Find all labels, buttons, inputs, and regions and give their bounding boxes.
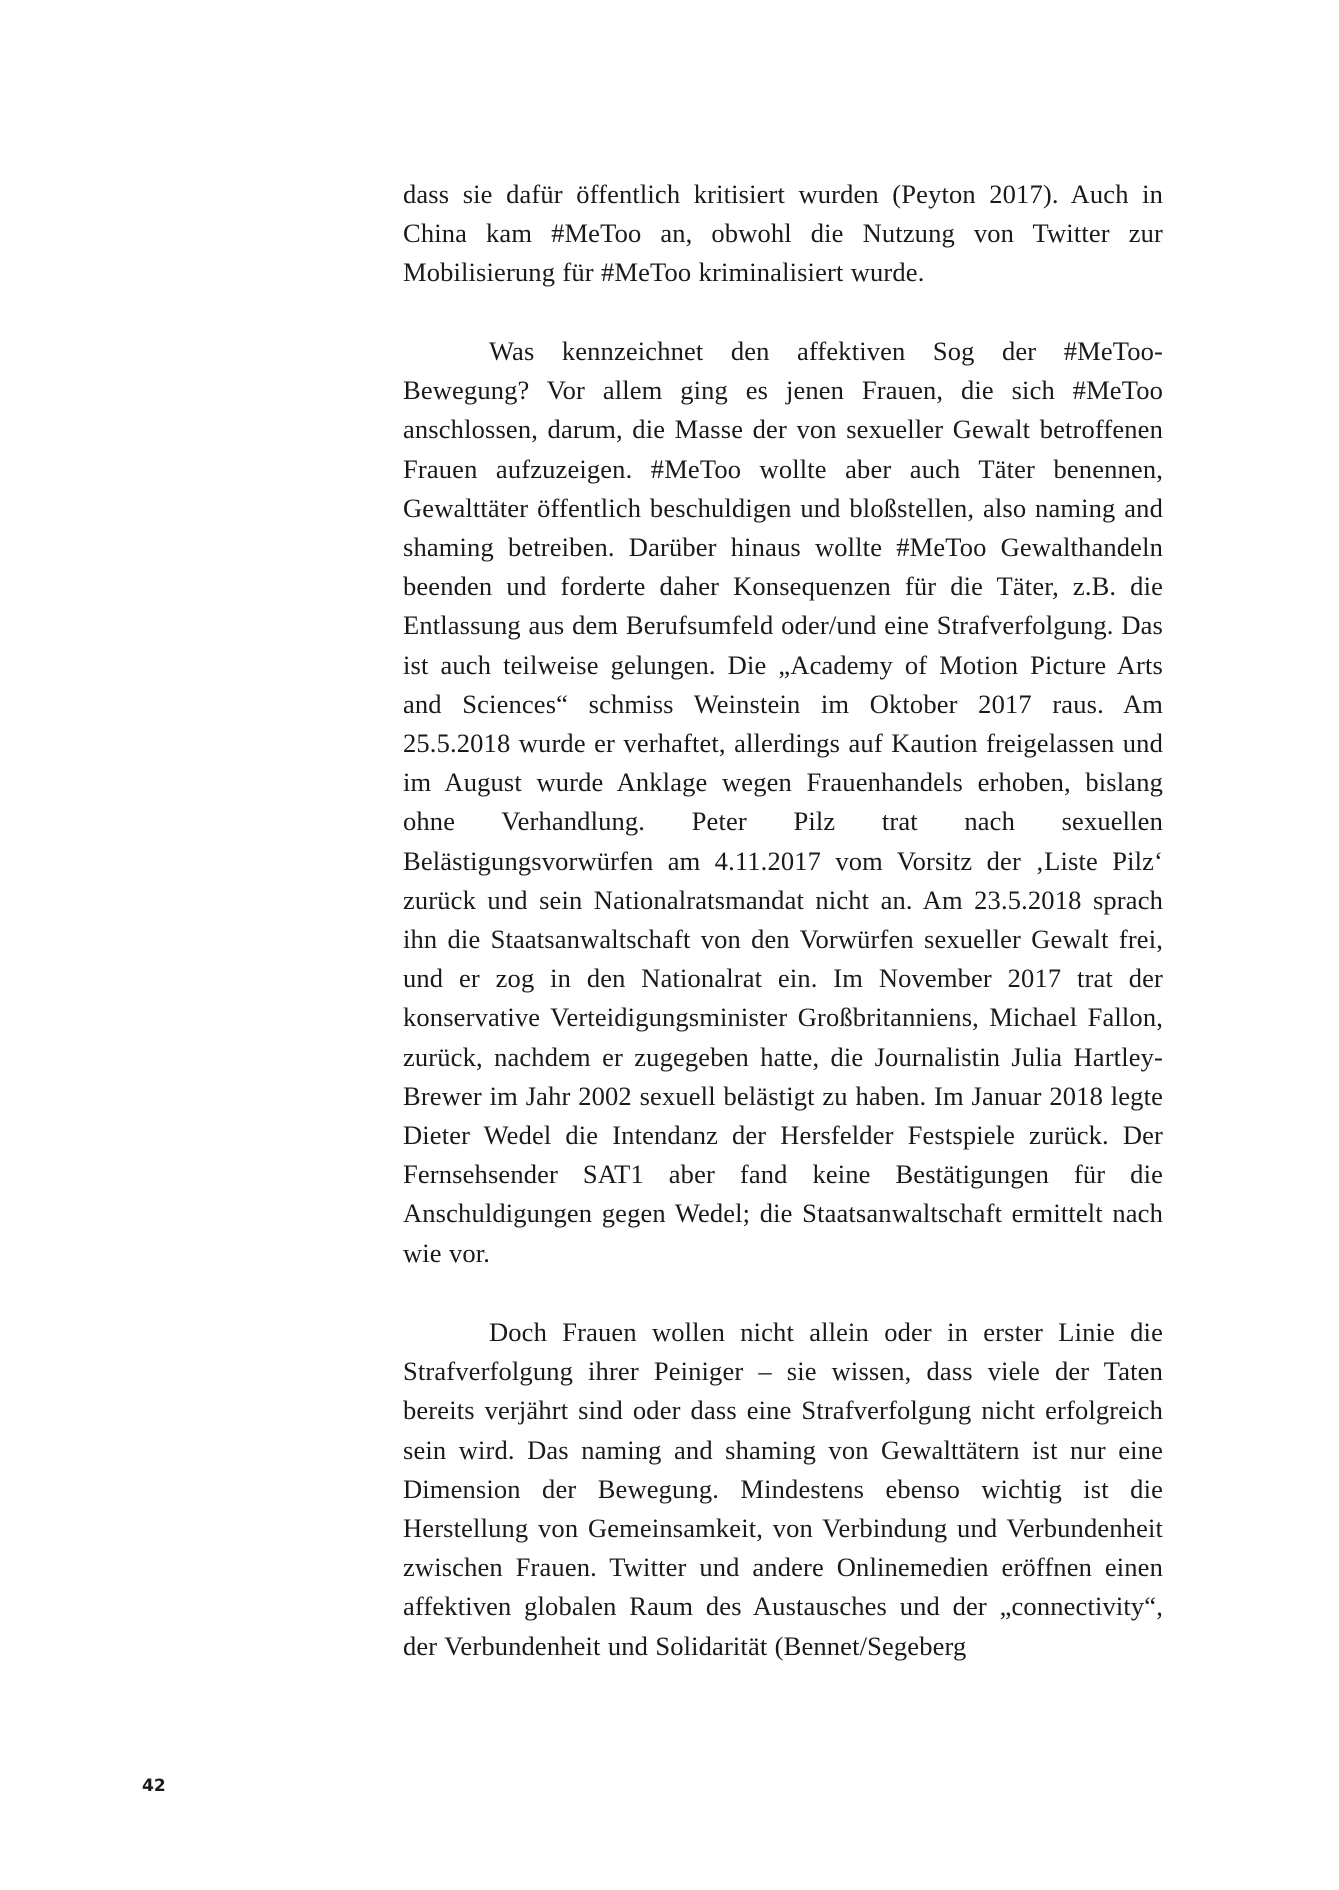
page-number: 42 [142, 1776, 166, 1796]
body-paragraph: Was kennzeichnet den affektiven Sog der #MeToo-Bewegung? Vor allem ging es jenen Frauen, die sich #MeToo anschlossen, darum, die Masse der von sexueller Gewalt betroffenen Frauen aufzuzeigen. #MeToo wollte aber auch Täter benennen, Gewalttäter öffentlich beschuldigen und bloßstellen, also naming and shaming betreiben. Darüber hinaus wollte #MeToo Gewalthandeln beenden und forderte daher Konsequenzen für die Täter, z.B. die Entlassung aus dem Berufsumfeld oder/und eine Strafverfolgung. Das ist auch teilweise gelungen. Die „Academy of Motion Picture Arts and Sciences“ schmiss Weinstein im Oktober 2017 raus. Am 25.5.2018 wurde er verhaftet, allerdings auf Kaution freigelassen und im August wurde Anklage wegen Frauenhandels erhoben, bislang ohne Verhandlung. Peter Pilz trat nach sexuellen Belästigungsvorwürfen am 4.11.2017 vom Vorsitz der ‚Liste Pilz‘ zurück und sein Nationalratsmandat nicht an. Am 23.5.2018 sprach ihn die Staatsanwaltschaft von den Vorwürfen sexueller Gewalt frei, und er zog in den Nationalrat ein. Im November 2017 trat der konservative Verteidigungsminister Großbritanniens, Michael Fallon, zurück, nachdem er zugegeben hatte, die Journalistin Julia Hartley-Brewer im Jahr 2002 sexuell belästigt zu haben. Im Januar 2018 legte Dieter Wedel die Intendanz der Hersfelder Festspiele zurück. Der Fernsehsender SAT1 aber fand keine Bestätigungen für die Anschuldigungen gegen Wedel; die Staatsanwaltschaft ermittelt nach wie vor. [403, 336, 1163, 1268]
paragraph-connectivity [403, 1313, 1163, 1666]
paragraph-continuation [403, 175, 1163, 293]
body-paragraph: Doch Frauen wollen nicht allein oder in erster Linie die Strafverfolgung ihrer Peiniger – sie wissen, dass viele der Taten bereits verjährt sind oder dass eine Strafverfolgung nicht erfolgreich sein wird. Das naming and shaming von Gewalttätern ist nur eine Dimension der Bewegung. Mindestens ebenso wichtig ist die Herstellung von Gemeinsamkeit, von Verbindung und Verbundenheit zwischen Frauen. Twitter und andere Onlinemedien eröffnen einen affektiven globalen Raum des Austausches und der „connectivity“, der Verbundenheit und Solidarität (Bennet/Segeberg [403, 1317, 1163, 1661]
body-paragraph: dass sie dafür öffentlich kritisiert wurden (Peyton 2017). Auch in China kam #MeToo an, obwohl die Nutzung von Twitter zur Mobilisierung für #MeToo kriminalisiert wurde. [403, 179, 1163, 288]
paragraph-metoo-characteristics [403, 332, 1163, 1273]
